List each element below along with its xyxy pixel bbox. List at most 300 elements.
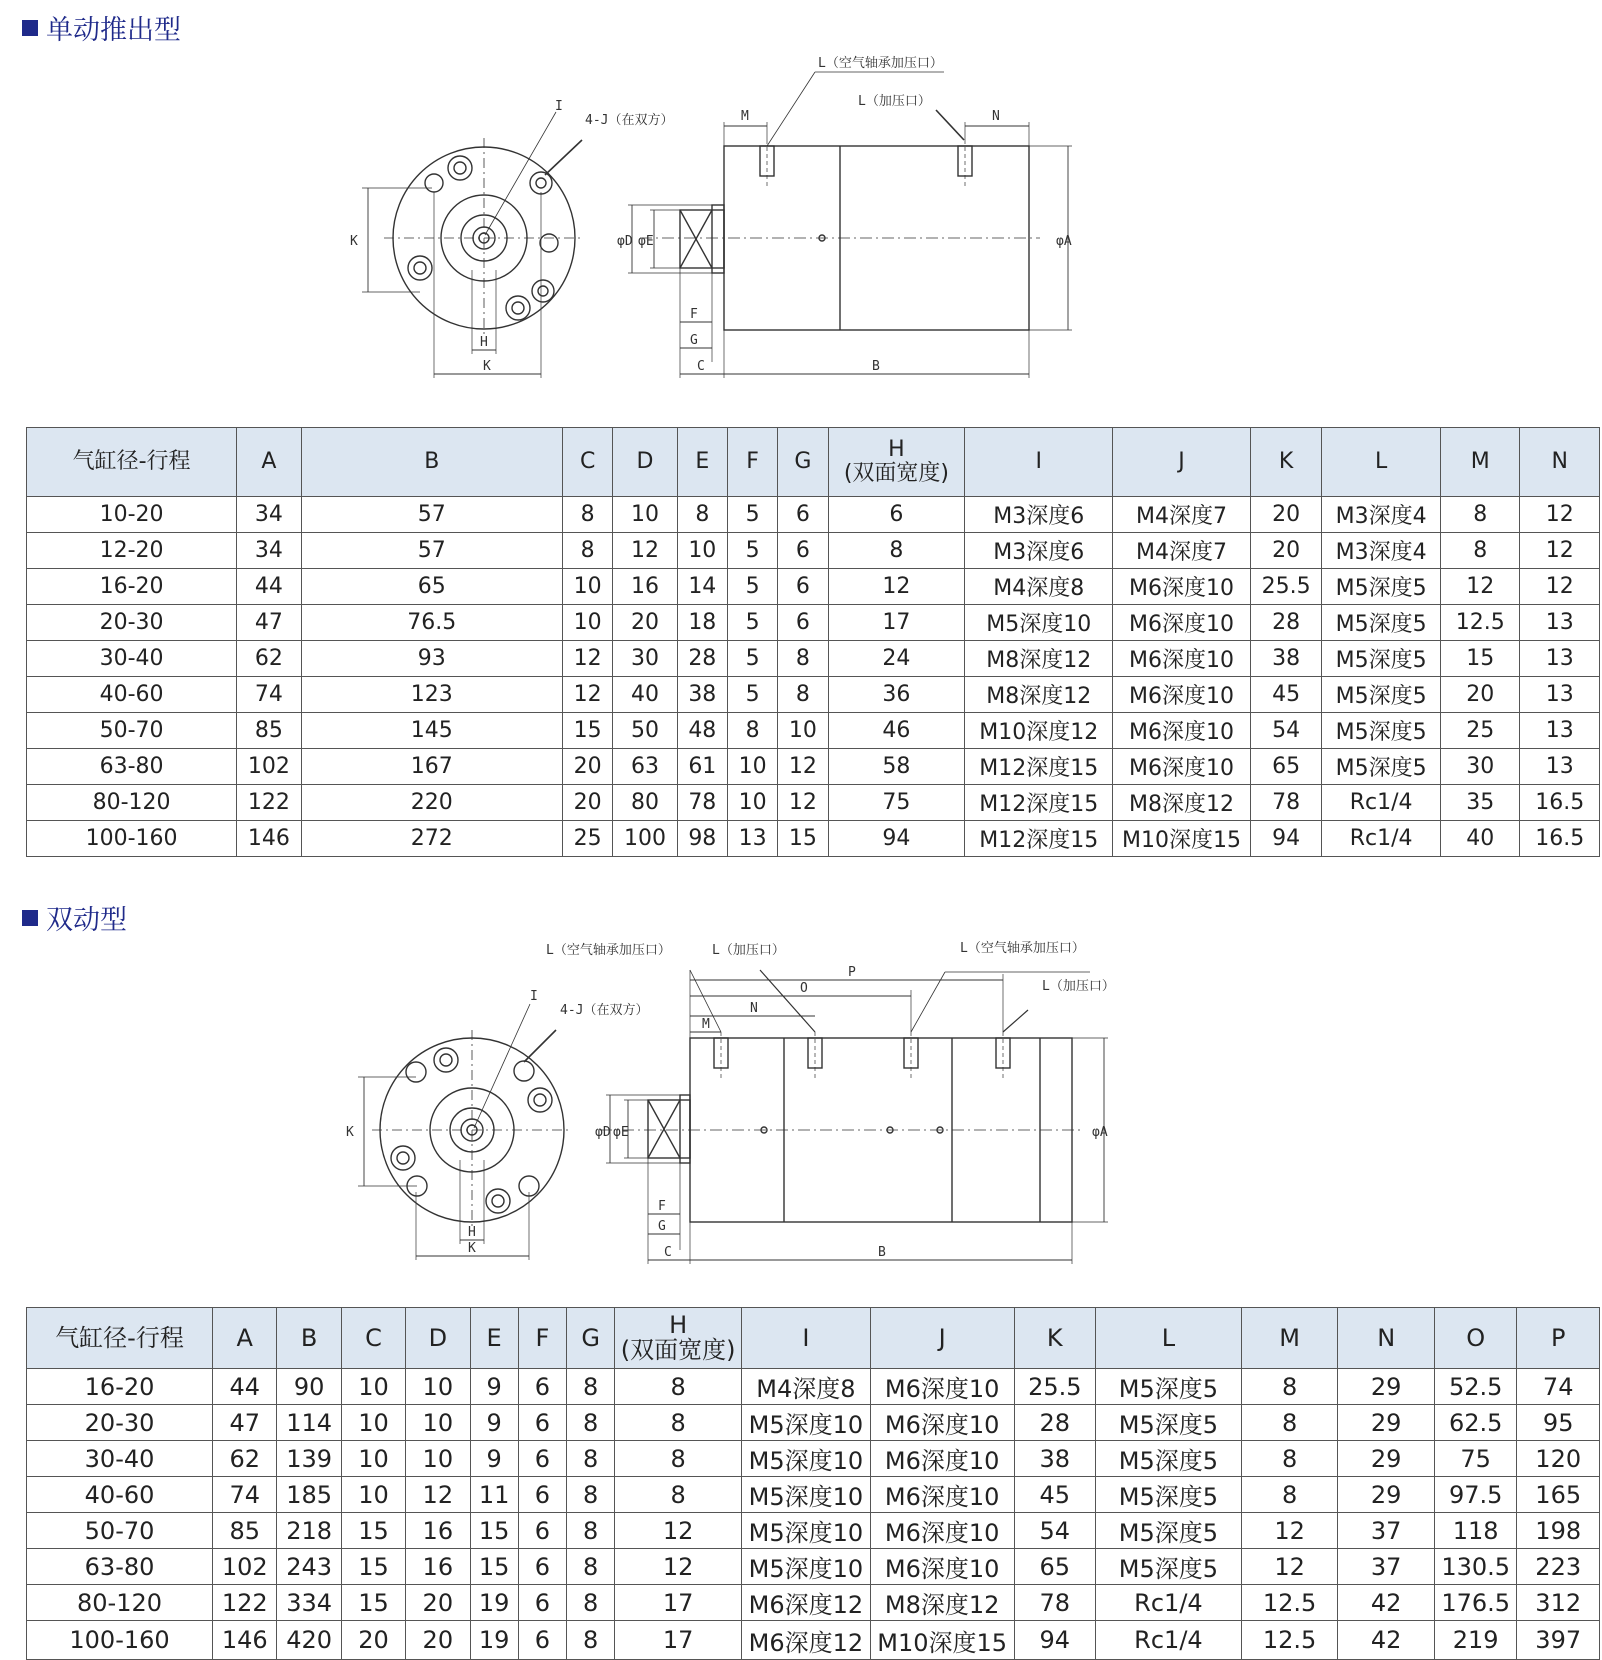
table-cell: 29: [1338, 1405, 1435, 1441]
table-cell: M5深度5: [1096, 1477, 1242, 1513]
table-cell: 10: [406, 1369, 470, 1405]
table-cell: 62: [237, 641, 301, 677]
table-cell: 74: [213, 1477, 277, 1513]
table-cell: 29: [1338, 1441, 1435, 1477]
table-cell: 15: [778, 821, 828, 857]
table-cell: 176.5: [1434, 1585, 1516, 1621]
table-cell: 97.5: [1434, 1477, 1516, 1513]
table-cell: M3深度4: [1322, 533, 1441, 569]
col-header: M: [1241, 1308, 1338, 1369]
table-cell: 8: [1241, 1369, 1338, 1405]
table-cell: 12: [1520, 533, 1600, 569]
table-cell: 78: [1014, 1585, 1095, 1621]
table-cell: 93: [301, 641, 562, 677]
table-cell: 29: [1338, 1477, 1435, 1513]
table-cell: 15: [1441, 641, 1520, 677]
table-cell: 78: [1250, 785, 1321, 821]
table-cell: 118: [1434, 1513, 1516, 1549]
table-cell: 15: [341, 1549, 405, 1585]
table-cell: 8: [567, 1369, 615, 1405]
table-cell: 15: [470, 1513, 518, 1549]
col-header: N: [1520, 428, 1600, 497]
table-cell: 165: [1517, 1477, 1600, 1513]
label-l-air-bearing-port: L（空气轴承加压口）: [818, 56, 943, 71]
table-cell: M4深度8: [742, 1369, 871, 1405]
table-cell: 10: [341, 1477, 405, 1513]
table-cell: 54: [1014, 1513, 1095, 1549]
table-cell: 6: [518, 1621, 566, 1660]
table-cell: 9: [470, 1405, 518, 1441]
table-cell: 25.5: [1014, 1369, 1095, 1405]
label-k: K: [483, 359, 491, 374]
table-cell: M5深度10: [742, 1441, 871, 1477]
table-cell: 12.5: [1241, 1621, 1338, 1660]
col-header: B: [277, 1308, 341, 1369]
table-cell: 6: [518, 1405, 566, 1441]
table-cell: 74: [1517, 1369, 1600, 1405]
col-header: D: [406, 1308, 470, 1369]
table-cell: 15: [341, 1513, 405, 1549]
table-cell: 218: [277, 1513, 341, 1549]
label-k-vertical: K: [346, 1125, 354, 1140]
table-cell: 38: [1014, 1441, 1095, 1477]
table-cell: M6深度10: [870, 1405, 1014, 1441]
table-cell: 8: [615, 1405, 742, 1441]
table-cell: 16.5: [1520, 821, 1600, 857]
table-row: [27, 1369, 1600, 1405]
label-g: G: [690, 333, 698, 348]
table-cell: 40: [613, 677, 677, 713]
table-cell: M6深度10: [1113, 569, 1251, 605]
table-cell: 44: [237, 569, 301, 605]
table-cell: 10: [727, 749, 777, 785]
table-cell: 139: [277, 1441, 341, 1477]
table-cell: 80-120: [27, 1585, 213, 1621]
section-title-single-acting: 单动推出型: [22, 8, 181, 47]
col-header: I: [742, 1308, 871, 1369]
table-cell: 12: [1441, 569, 1520, 605]
table-cell: M6深度12: [742, 1621, 871, 1660]
label-f: F: [658, 1199, 666, 1214]
table-cell: 8: [563, 497, 613, 533]
label-c: C: [697, 359, 705, 374]
table-cell: M6深度10: [870, 1441, 1014, 1477]
table-cell: 10: [341, 1369, 405, 1405]
table-cell: 9: [470, 1441, 518, 1477]
table-cell: 13: [727, 821, 777, 857]
col-header: 气缸径-行程: [27, 1308, 213, 1369]
label-b: B: [878, 1245, 886, 1260]
table-cell: 5: [727, 641, 777, 677]
table-row: [27, 569, 1600, 605]
table-cell: 24: [828, 641, 965, 677]
table-row: [27, 1621, 1600, 1660]
col-header: J: [870, 1308, 1014, 1369]
table-cell: 10: [563, 605, 613, 641]
table-cell: 74: [237, 677, 301, 713]
label-h: H: [480, 335, 488, 350]
technical-drawing-single: [0, 40, 1602, 400]
table-row: [27, 677, 1600, 713]
table-cell: 8: [1241, 1477, 1338, 1513]
table-cell: 54: [1250, 713, 1321, 749]
table-cell: 94: [1250, 821, 1321, 857]
table-cell: 13: [1520, 677, 1600, 713]
label-m: M: [741, 109, 749, 124]
table-cell: 5: [727, 677, 777, 713]
table-cell: 8: [567, 1405, 615, 1441]
table-cell: 65: [1014, 1549, 1095, 1585]
table-cell: 10: [406, 1405, 470, 1441]
table-cell: M12深度15: [965, 821, 1113, 857]
table-cell: 8: [567, 1477, 615, 1513]
table-cell: 42: [1338, 1585, 1435, 1621]
spec-table-double-acting: [26, 1307, 1600, 1660]
label-i: I: [530, 989, 538, 1004]
table-cell: M5深度5: [1096, 1369, 1242, 1405]
table-cell: 198: [1517, 1513, 1600, 1549]
table-cell: 6: [778, 497, 828, 533]
table-cell: 312: [1517, 1585, 1600, 1621]
label-m: M: [702, 1017, 710, 1032]
table-cell: 12: [615, 1549, 742, 1585]
table-cell: M5深度5: [1096, 1513, 1242, 1549]
table-cell: M6深度10: [870, 1477, 1014, 1513]
table-cell: 12.5: [1241, 1585, 1338, 1621]
col-header: O: [1434, 1308, 1516, 1369]
table-cell: 10: [677, 533, 727, 569]
col-header: E: [677, 428, 727, 497]
col-header: M: [1441, 428, 1520, 497]
table-cell: 12: [563, 677, 613, 713]
table-cell: M6深度10: [870, 1513, 1014, 1549]
table-cell: 34: [237, 533, 301, 569]
table-cell: 37: [1338, 1549, 1435, 1585]
table-cell: 8: [615, 1477, 742, 1513]
table-cell: 40-60: [27, 677, 237, 713]
col-header: A: [213, 1308, 277, 1369]
table-cell: 13: [1520, 605, 1600, 641]
table-cell: 65: [301, 569, 562, 605]
col-header: G: [778, 428, 828, 497]
table-cell: M6深度10: [1113, 605, 1251, 641]
table-cell: M5深度5: [1322, 641, 1441, 677]
table-cell: 90: [277, 1369, 341, 1405]
table-row: [27, 713, 1600, 749]
table-cell: M4深度7: [1113, 497, 1251, 533]
table-cell: 80-120: [27, 785, 237, 821]
table-cell: 75: [828, 785, 965, 821]
table-row: [27, 641, 1600, 677]
table-cell: 35: [1441, 785, 1520, 821]
spec-table-single-acting: [26, 427, 1600, 857]
table-cell: 28: [1014, 1405, 1095, 1441]
table-cell: 40-60: [27, 1477, 213, 1513]
table-cell: 50-70: [27, 713, 237, 749]
table-cell: M10深度15: [870, 1621, 1014, 1660]
table-cell: 8: [677, 497, 727, 533]
label-l-air-bearing-port-2: L（空气轴承加压口）: [960, 941, 1085, 956]
table-cell: 38: [677, 677, 727, 713]
col-header: F: [727, 428, 777, 497]
label-l-pressure-port: L（加压口）: [858, 94, 931, 109]
table-cell: 20: [341, 1621, 405, 1660]
table-cell: M5深度5: [1322, 713, 1441, 749]
table-cell: 219: [1434, 1621, 1516, 1660]
table-cell: 30-40: [27, 641, 237, 677]
table-cell: 12: [563, 641, 613, 677]
table-cell: 17: [615, 1621, 742, 1660]
table-cell: M6深度10: [1113, 641, 1251, 677]
table-cell: 6: [828, 497, 965, 533]
label-a: φA: [1056, 234, 1072, 249]
col-header: K: [1250, 428, 1321, 497]
table-cell: 16: [406, 1549, 470, 1585]
table-cell: 75: [1434, 1441, 1516, 1477]
table-cell: M6深度12: [742, 1585, 871, 1621]
table-cell: 12: [1241, 1549, 1338, 1585]
table-row: [27, 1549, 1600, 1585]
table-cell: 8: [828, 533, 965, 569]
label-f: F: [690, 307, 698, 322]
table-cell: 130.5: [1434, 1549, 1516, 1585]
table-cell: 6: [778, 605, 828, 641]
table-cell: 20: [1250, 497, 1321, 533]
label-l-pressure-port-2: L（加压口）: [1042, 979, 1115, 994]
table-cell: 12: [1241, 1513, 1338, 1549]
table-cell: Rc1/4: [1096, 1621, 1242, 1660]
table-cell: M8深度12: [870, 1585, 1014, 1621]
table-cell: 52.5: [1434, 1369, 1516, 1405]
table-cell: 14: [677, 569, 727, 605]
col-header: P: [1517, 1308, 1600, 1369]
table-header-row: [27, 1308, 1600, 1369]
table-cell: 19: [470, 1585, 518, 1621]
col-header: F: [518, 1308, 566, 1369]
table-cell: 167: [301, 749, 562, 785]
table-cell: 20: [1250, 533, 1321, 569]
table-cell: 12-20: [27, 533, 237, 569]
label-l-pressure-port-1: L（加压口）: [712, 943, 785, 958]
table-cell: 6: [518, 1441, 566, 1477]
table-row: [27, 785, 1600, 821]
table-cell: 94: [828, 821, 965, 857]
table-cell: 8: [615, 1369, 742, 1405]
table-cell: 28: [1250, 605, 1321, 641]
label-4j: 4-J（在双方）: [585, 113, 674, 128]
table-cell: 34: [237, 497, 301, 533]
table-cell: 40: [1441, 821, 1520, 857]
table-cell: M5深度5: [1096, 1441, 1242, 1477]
table-cell: 20: [1441, 677, 1520, 713]
table-cell: 80: [613, 785, 677, 821]
table-cell: M8深度12: [965, 677, 1113, 713]
table-cell: 20: [406, 1585, 470, 1621]
table-cell: 123: [301, 677, 562, 713]
table-cell: 334: [277, 1585, 341, 1621]
table-cell: 8: [567, 1621, 615, 1660]
table-row: [27, 1477, 1600, 1513]
table-cell: 10-20: [27, 497, 237, 533]
drawing-single-acting: [0, 40, 1602, 400]
table-cell: M6深度10: [870, 1369, 1014, 1405]
table-cell: 62.5: [1434, 1405, 1516, 1441]
table-cell: 78: [677, 785, 727, 821]
table-cell: M8深度12: [965, 641, 1113, 677]
table-cell: 30-40: [27, 1441, 213, 1477]
label-a: φA: [1092, 1125, 1108, 1140]
label-k-vertical: K: [350, 234, 358, 249]
table-row: [27, 605, 1600, 641]
table-cell: 20: [406, 1621, 470, 1660]
table-cell: 20-30: [27, 605, 237, 641]
col-header: C: [563, 428, 613, 497]
table-cell: 5: [727, 569, 777, 605]
label-l-air-bearing-port-1: L（空气轴承加压口）: [546, 943, 671, 958]
table-cell: 37: [1338, 1513, 1435, 1549]
table-cell: M3深度4: [1322, 497, 1441, 533]
table-cell: 6: [518, 1369, 566, 1405]
table-cell: 12: [406, 1477, 470, 1513]
table-cell: 8: [615, 1441, 742, 1477]
table-cell: Rc1/4: [1322, 785, 1441, 821]
table-cell: 58: [828, 749, 965, 785]
table-cell: M5深度10: [742, 1477, 871, 1513]
table-cell: 50: [613, 713, 677, 749]
table-cell: 94: [1014, 1621, 1095, 1660]
table-cell: 20: [563, 785, 613, 821]
table-cell: 20: [613, 605, 677, 641]
col-header: I: [965, 428, 1113, 497]
table-cell: 57: [301, 533, 562, 569]
col-header: B: [301, 428, 562, 497]
table-cell: 122: [237, 785, 301, 821]
table-row: [27, 533, 1600, 569]
table-cell: 5: [727, 605, 777, 641]
table-cell: M10深度15: [1113, 821, 1251, 857]
technical-drawing-double: [0, 930, 1602, 1270]
table-cell: M5深度5: [1322, 749, 1441, 785]
table-cell: M4深度8: [965, 569, 1113, 605]
table-cell: 16: [613, 569, 677, 605]
table-cell: 13: [1520, 641, 1600, 677]
table-cell: 30: [613, 641, 677, 677]
table-cell: 8: [1441, 533, 1520, 569]
table-cell: 10: [613, 497, 677, 533]
table-cell: 145: [301, 713, 562, 749]
table-cell: 12: [778, 749, 828, 785]
table-cell: 85: [213, 1513, 277, 1549]
label-4j: 4-J（在双方）: [560, 1003, 649, 1018]
table-cell: 15: [563, 713, 613, 749]
table-cell: M6深度10: [870, 1549, 1014, 1585]
table-cell: 29: [1338, 1369, 1435, 1405]
table-cell: M3深度6: [965, 497, 1113, 533]
table-cell: 6: [518, 1549, 566, 1585]
table-cell: 8: [567, 1585, 615, 1621]
table-cell: 16.5: [1520, 785, 1600, 821]
table-cell: 11: [470, 1477, 518, 1513]
table-cell: M5深度10: [742, 1549, 871, 1585]
table-row: [27, 1405, 1600, 1441]
table-cell: M6深度10: [1113, 713, 1251, 749]
table-cell: M4深度7: [1113, 533, 1251, 569]
label-k: K: [468, 1241, 476, 1256]
table-cell: 8: [567, 1549, 615, 1585]
table-cell: 12: [1520, 569, 1600, 605]
table-cell: 12: [828, 569, 965, 605]
table-cell: 5: [727, 497, 777, 533]
table-cell: M5深度5: [1322, 605, 1441, 641]
table-cell: 6: [518, 1585, 566, 1621]
table-cell: M5深度5: [1096, 1549, 1242, 1585]
drawing-double-acting: [0, 930, 1602, 1270]
table-cell: 102: [213, 1549, 277, 1585]
table-cell: M12深度15: [965, 749, 1113, 785]
table-cell: 44: [213, 1369, 277, 1405]
table-row: [27, 749, 1600, 785]
table-cell: 5: [727, 533, 777, 569]
table-cell: 6: [518, 1477, 566, 1513]
table-cell: 15: [470, 1549, 518, 1585]
table-cell: 100: [613, 821, 677, 857]
col-header: L: [1322, 428, 1441, 497]
table-cell: 9: [470, 1369, 518, 1405]
table-cell: Rc1/4: [1322, 821, 1441, 857]
label-g: G: [658, 1219, 666, 1234]
label-n: N: [750, 1001, 758, 1016]
table-cell: M5深度10: [742, 1405, 871, 1441]
table-cell: 18: [677, 605, 727, 641]
table-cell: 20: [563, 749, 613, 785]
table-cell: 16: [406, 1513, 470, 1549]
section-title-double-acting: 双动型: [22, 898, 127, 937]
table-cell: 272: [301, 821, 562, 857]
square-bullet-icon: [22, 20, 38, 36]
table-cell: 42: [1338, 1621, 1435, 1660]
table-cell: 16-20: [27, 1369, 213, 1405]
table-cell: 12: [615, 1513, 742, 1549]
table-cell: 13: [1520, 749, 1600, 785]
table-cell: 100-160: [27, 1621, 213, 1660]
table-cell: 102: [237, 749, 301, 785]
label-c: C: [664, 1245, 672, 1260]
col-header-h: H (双面宽度): [828, 428, 965, 497]
table-cell: 8: [567, 1513, 615, 1549]
table-cell: M5深度5: [1322, 569, 1441, 605]
table-cell: 17: [615, 1585, 742, 1621]
table-cell: 76.5: [301, 605, 562, 641]
table-cell: 17: [828, 605, 965, 641]
table-header-row: [27, 428, 1600, 497]
table-cell: 122: [213, 1585, 277, 1621]
col-header: C: [341, 1308, 405, 1369]
label-e: φE: [613, 1125, 629, 1140]
table-cell: 61: [677, 749, 727, 785]
table-cell: M8深度12: [1113, 785, 1251, 821]
col-header-h: H (双面宽度): [615, 1308, 742, 1369]
label-i: I: [555, 99, 563, 114]
table-cell: 100-160: [27, 821, 237, 857]
table-cell: 50-70: [27, 1513, 213, 1549]
table-cell: 12: [1520, 497, 1600, 533]
table-cell: 48: [677, 713, 727, 749]
table-cell: 12: [778, 785, 828, 821]
table-row: [27, 1441, 1600, 1477]
table-cell: 420: [277, 1621, 341, 1660]
table-cell: 120: [1517, 1441, 1600, 1477]
label-d: φD: [595, 1125, 611, 1140]
